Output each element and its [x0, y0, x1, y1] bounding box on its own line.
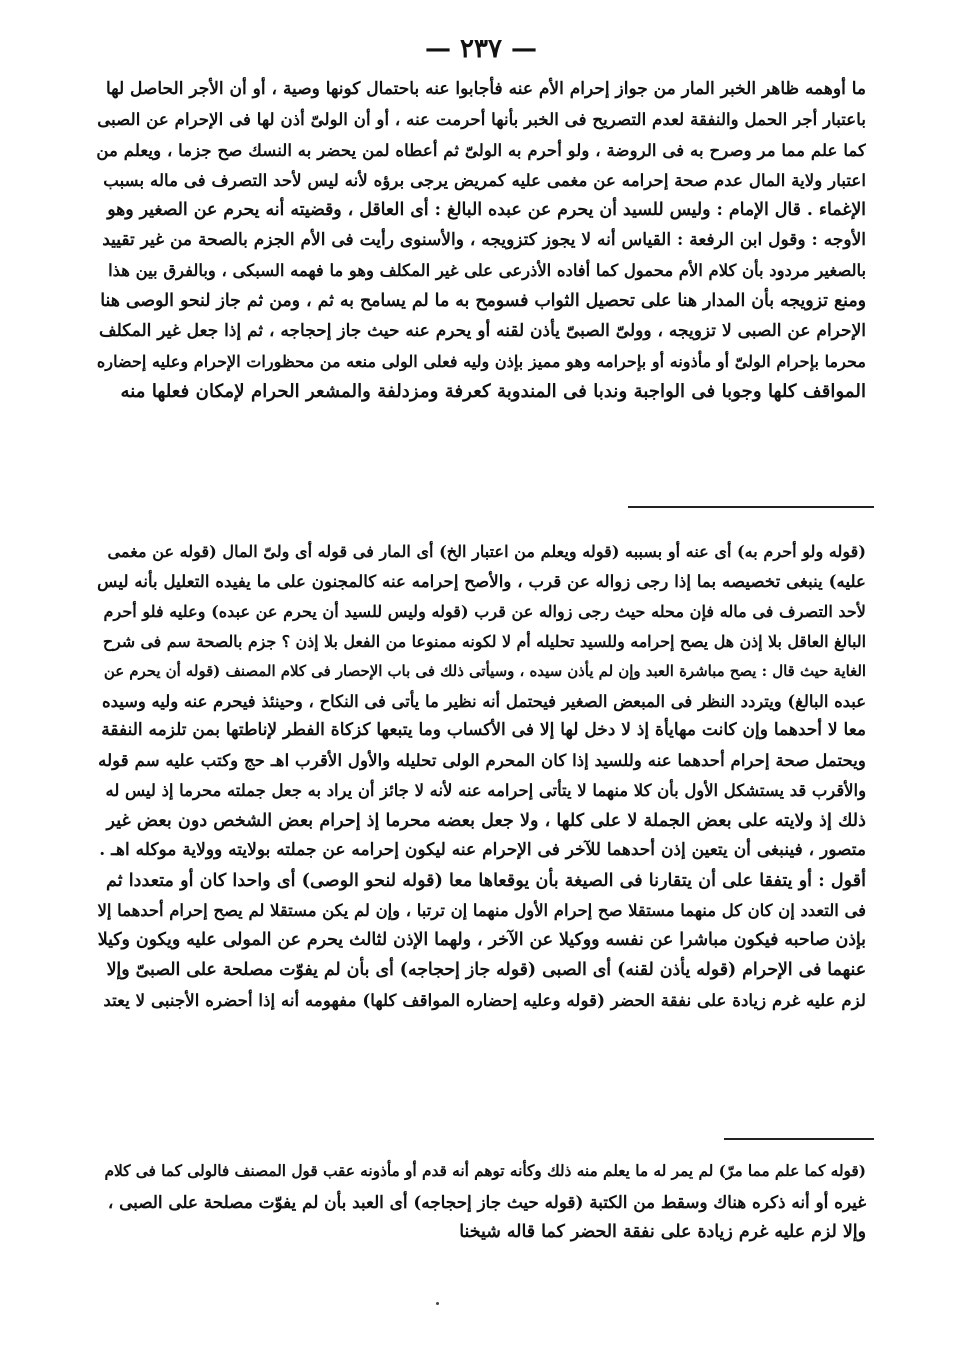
- commentary-line: عليه) ينبغى تخصيصه بما إذا رجى زواله عن قرب ، والأصح إحرامه عنه كالمجنون على ما يفيده التعليل بأنه ليس: [97, 570, 866, 591]
- commentary-line: والأقرب قد يستشكل الأول بأن كلا منهما لا يتأتى إحرامه عنه لأنه لا جائز أن يراد به جعل جملته محرما إذ ليس له: [105, 781, 866, 801]
- commentary-line: ذلك إذ ولايته على بعض الجملة لا على كلها ، ولا جعل بعضه محرما إذ إحرام بعض الشخص دون بعض غير: [106, 810, 866, 832]
- commentary-line: بإذن صاحبه فيكون مباشرا عن نفسه ووكيلا عن الآخر ، ولهما الإذن لثالث يحرم عن المولى عليه ويكون وكيلا: [97, 929, 866, 950]
- commentary-line: (قوله ولو أحرم به) أى عنه أو بسببه (قوله ويعلم من اعتبار الخ) أى المار فى قوله أى ولىّ المال (قوله عن مغمى: [107, 542, 866, 561]
- footnote-divider: [724, 1138, 874, 1140]
- main-text-line: الأوجه : وقول ابن الرفعة : القياس أنه لا يجوز كتزويجه ، والأسنوى رأيت فى الأم الجزم بالصحة من غير تقييد: [102, 230, 866, 251]
- commentary-line: ويحتمل صحة إحرام أحدهما عنه وللسيد إذا كان المحرم الولى تحليله والأول الأقرب اهـ حج وكتب عليه سم قوله: [98, 750, 866, 771]
- section-divider: [628, 506, 874, 508]
- main-text-line: اعتبار ولاية المال عدم صحة إحرامه عن مغمى عليه كمريض يرجى برؤه لأنه ليس لأحد التصرف فى ماله بسبب: [103, 169, 866, 190]
- footnote-line: (قوله كما علم مما مرّ) لم يمر له ما يعلم منه ذلك وكأنه توهم أنه قدم أو مأذونه عقب قول المصنف فالولى كما فى كلام: [104, 1162, 866, 1180]
- main-text-line: كما علم مما مر وصرح به فى الروضة ، ولو أحرم به الولىّ ثم أعطاه لمن يحضر به النسك صح جزما ، ويعلم من: [96, 139, 866, 160]
- main-text-line: الإحرام عن الصبى لا تزويجه ، وولىّ الصبىّ يأذن لقنه أو يحرم عنه حيث جاز إحجاجه ، ثم إذا جعل غير المكلف: [99, 321, 866, 342]
- main-text-line: الإغماء . قال الإمام : وليس للسيد أن يحرم عن عبده البالغ : أى العاقل ، وقضيته أنه يحرم عن الصغير وهو: [107, 200, 866, 221]
- commentary-line: معا لا أحدهما وإن كانت مهايأة إذ لا دخل لها إلا فى الأكساب وما يتبعها كزكاة الفطر لإناطتها بمن تلزمه النفقة: [101, 720, 866, 741]
- main-text-line: المواقف كلها وجوبا فى الواجبة وندبا فى المندوبة كعرفة ومزدلفة والمشعر الحرام لإمكان فعلها منه: [120, 380, 866, 402]
- main-text-line: بالصغير مردود بأن كلام الأم محمول كما أفاده الأذرعى على غير المكلف وهو ما فهمه السبكى ، وبالفرق بين هذا: [108, 260, 866, 280]
- commentary-line: أقول : أو يتفقا على أن يتقارنا فى الصيغة بأن يوقعاها معا (قوله لنحو الوصى) أى واحدا كان أو متعددا ثم: [106, 869, 866, 891]
- commentary-line: متصور ، فينبغى أن يتعين إذن أحدهما للآخر فى الإحرام عنه ليكون إحرامه عن جملته بولايته وولاية موكله اهـ .: [99, 840, 866, 861]
- footnote-line: وإلا لزم عليه غرم زيادة على نفقة الحضر كما قاله شيخنا: [459, 1222, 866, 1242]
- commentary-line: الغاية حيث قال : يصح مباشرة العبد وإن لم يأذن سيده ، وسيأتى ذلك فى باب الإحصار فى كلام المصنف (قوله أن يحرم عن: [103, 661, 866, 680]
- main-text-line: ما أوهمه ظاهر الخبر المار من جواز إحرام الأم عنه فأجابوا عنه باحتمال كونها وصية ، أو أن الأجر الحاصل لها: [105, 79, 866, 99]
- main-text-block: [96, 74, 866, 407]
- main-text-line: محرما بإحرام الولىّ أو مأذونه أو بإحرامه وهو مميز بإذن وليه فعلى الولى منعه من محظورات الإحرام وعليه إحضاره: [96, 351, 866, 371]
- main-text-line: ومنع تزويجه بأن المدار هنا على تحصيل الثواب فسومح به ما لم يسامح به ثم ، ومن ثم جاز لنحو الوصى هنا: [100, 291, 866, 312]
- commentary-line: لأحد التصرف فى ماله فإن محله حيث رجى زواله عن قرب (قوله وليس للسيد أن يحرم عن عبده) وعليه فلو أحرم: [103, 601, 866, 621]
- commentary-line: البالغ العاقل بلا إذن هل يصح إحرامه وللسيد تحليله أم لا لكونه ممنوعا من الفعل بلا إذن ؟ جزم بالصحة سم فى شرح: [102, 631, 866, 651]
- commentary-block: [96, 537, 866, 1016]
- footnote-block: [96, 1156, 866, 1248]
- commentary-line: عنهما فى الإحرام (قوله يأذن لقنه) أى الصبى (قوله جاز إحجاجه) أى بأن لم يفوّت مصلحة على الصبىّ وإلا: [106, 959, 866, 980]
- print-speck: [436, 1302, 439, 1305]
- footnote-line: غيره أو أنه ذكره هناك وسقط من الكتبة (قوله حيث جاز إحجاجه) أى العبد بأن لم يفوّت مصلحة على الصبى ،: [107, 1191, 866, 1212]
- commentary-line: عبده البالغ) ويتردد النظر فى المبعض الصغير فيحتمل أنه نظير ما يأتى فى النكاح ، وحينئذ فيحرم عنه وليه وسيده: [102, 691, 866, 711]
- page-number: — ٢٣٧ —: [424, 34, 538, 64]
- main-text-line: باعتبار أجر الحمل والنفقة لعدم التصريح فى الخبر بأنها أحرمت عنه ، أو أن الولىّ أذن لها فى الإحرام عن الصبى: [97, 109, 866, 130]
- commentary-line: فى التعدد إن كان كل منهما مستقلا صح إحرام الأول منهما إن ترتبا ، وإن لم يكن مستقلا لم يصح إحرام أحدهما إلا: [97, 900, 866, 920]
- commentary-line: لزم عليه غرم زيادة على نفقة الحضر (قوله وعليه إحضاره المواقف كلها) مفهومه أنه إذا أحضره الأجنبى لا يعتد: [103, 989, 866, 1010]
